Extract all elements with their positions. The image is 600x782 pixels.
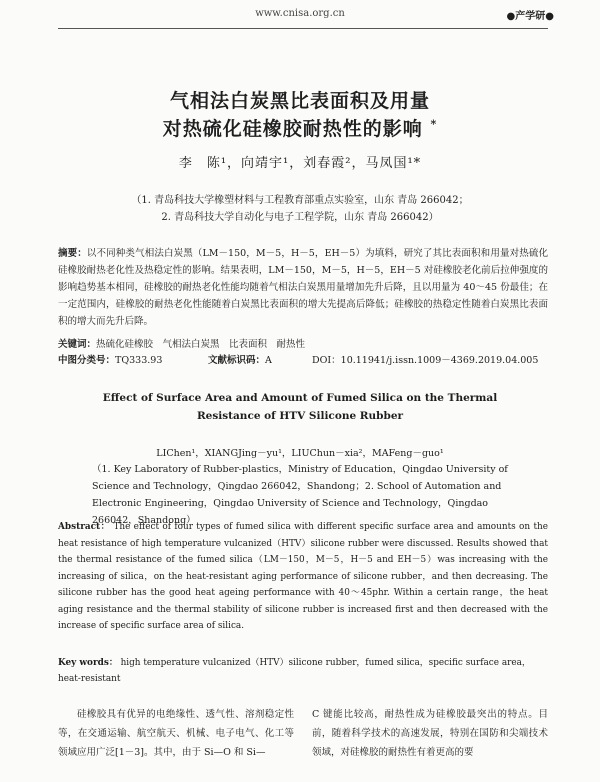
header-url: www.cnisa.org.cn [255,8,345,19]
affiliation-2: 2. 青岛科技大学自动化与电子工程学院，山东 青岛 266042） [161,212,439,223]
abstract-cn-label: 摘要： [58,248,87,259]
authors: 李 陈¹，向靖宇¹，刘春霞²，马凤国¹* [178,156,422,171]
body-column-right: C 键能比较高，耐热性成为硅橡胶最突出的特点。目前，随着科学技术的高速发展，特别在国防和尖端技术领域，对硅橡胶的耐热性有着更高的要 [312,709,548,758]
title-line-2 [0,114,600,141]
clc-number [58,352,162,366]
doc-value: A [265,355,272,366]
abstract-cn [58,245,548,330]
header-rule [58,28,548,29]
affiliation-1: （1. 青岛科技大学橡塑材料与工程教育部重点实验室，山东 青岛 266042； [131,195,469,206]
keywords-en [58,655,548,687]
doc-code [208,352,272,366]
clc-value: TQ333.93 [115,355,163,366]
title-line-1: 气相法白炭黑比表面积及用量 [169,90,430,112]
doc-label: 文献标识码： [208,355,266,366]
keywords-en-text: high temperature vulcanized（HTV）silicone rubber，fumed silica，specific surface area，heat-resistant [58,658,531,684]
clc-label: 中图分类号： [58,355,116,366]
abstract-en-text: The effect of four types of fumed silica with different specific surface area and amounts on the heat resistance of high temperature vulcanized（HTV）silicone rubber were discussed. Results showed that the thermal resistance of the fumed silica（LM－150，M－5，H－5 and EH－5）was increasing with the increasing of silica，on the heat-resistant aging performance of silicone rubber，and then decreasing. The silicone rubber has the good heat ageing performance with 40～45phr. Within a certain range，the heat aging resistance and the thermal stability of silicone rubber is increased first and then decreased with the increase of specific surface area of silica. [58,522,548,631]
authors-en: LIChen¹，XIANGJing－yu¹，LIUChun－xia²，MAFeng－guo¹ [156,448,444,459]
keywords-cn-label: 关键词： [58,339,97,350]
title-en-line-2: Resistance of HTV Silicone Rubber [196,410,404,422]
abstract-en-label: Abstract： [58,522,111,532]
keywords-en-label: Key words： [58,658,118,668]
header-section: ●产学研● [506,11,554,22]
abstract-en [58,519,548,635]
keywords-cn-text: 热硫化硅橡胶 气相法白炭黑 比表面积 耐热性 [96,339,306,350]
keywords-cn [58,336,548,350]
title-footnote-mark: * [430,117,438,131]
body-column-left: 硅橡胶具有优异的电绝缘性、透气性、溶剂稳定性等，在交通运输、航空航天、机械、电子电气、化工等领域应用广泛[1－3]。其中，由于 Si—O 和 Si— [58,709,294,758]
affiliations-en: （1. Key Laboratory of Rubber-plastics，Ministry of Education，Qingdao University of Science and Technology，Qingdao 266042，Shandong；2. School of Automation and Electronic Engineering，Qingdao University of Science and Technology，Qingdao 266042，Shandong） [92,464,508,526]
title-line-2-text: 对热硫化硅橡胶耐热性的影响 [162,118,423,140]
title-en-line-1: Effect of Surface Area and Amount of Fumed Silica on the Thermal [102,392,498,404]
abstract-cn-text: 以不同种类气相法白炭黑（LM－150，M－5，H－5，EH－5）为填料，研究了其比表面积和用量对热硫化硅橡胶耐热老化性及热稳定性的影响。结果表明，LM－150，M－5，H－5，EH－5 对硅橡胶老化前后拉伸强度的影响趋势基本相同，硅橡胶的耐热老化性能均随着气相法白炭黑用量增加先升后降，且以用量为 40～45 份最佳；在一定范围内，硅橡胶的耐热老化性能随着白炭黑比表面积的增大先提高后降低；硅橡胶的热稳定性随着白炭黑比表面积的增大而先升后降。 [58,248,548,327]
doi: DOI：10.11941/j.issn.1009－4369.2019.04.005 [312,355,539,366]
